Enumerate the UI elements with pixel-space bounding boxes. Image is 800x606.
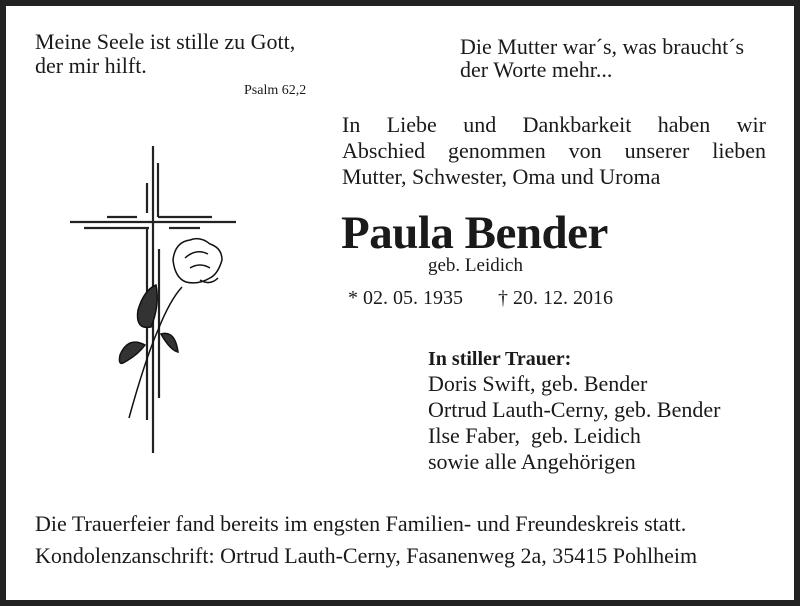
quote-left-line-2: der mir hilft. <box>35 53 147 78</box>
mourner-name: sowie alle Angehörigen <box>428 449 636 474</box>
funeral-note: Die Trauerfeier fand bereits im engsten Familien- und Freundeskreis statt. <box>35 511 687 536</box>
quote-source: Psalm 62,2 <box>244 83 307 98</box>
deceased-name: Paula Bender <box>341 207 608 259</box>
condolence-address: Kondolenzanschrift: Ortrud Lauth-Cerny, Fasanenweg 2a, 35415 Pohlheim <box>35 543 698 568</box>
quote-left-line-1: Meine Seele ist stille zu Gott, <box>35 29 296 54</box>
quote-right-line-1: Die Mutter war´s, was braucht´s <box>460 34 745 59</box>
cross-with-rose-icon <box>50 140 250 460</box>
death-date: † 20. 12. 2016 <box>498 287 613 309</box>
mourners-heading: In stiller Trauer: <box>428 348 572 370</box>
intro-text <box>342 112 766 190</box>
birth-date: * 02. 05. 1935 <box>348 287 463 309</box>
intro-line: Mutter, Schwester, Oma und Uroma <box>342 164 661 189</box>
maiden-name: geb. Leidich <box>428 255 523 276</box>
intro-line: In Liebe und Dankbarkeit haben wir <box>342 112 766 137</box>
quote-right-line-2: der Worte mehr... <box>460 57 613 82</box>
mourner-name: Doris Swift, geb. Bender <box>428 371 648 396</box>
mourner-name: Ortrud Lauth-Cerny, geb. Bender <box>428 397 721 422</box>
intro-line: Abschied genommen von unserer lieben <box>342 138 766 163</box>
mourner-name: Ilse Faber, geb. Leidich <box>428 423 641 448</box>
